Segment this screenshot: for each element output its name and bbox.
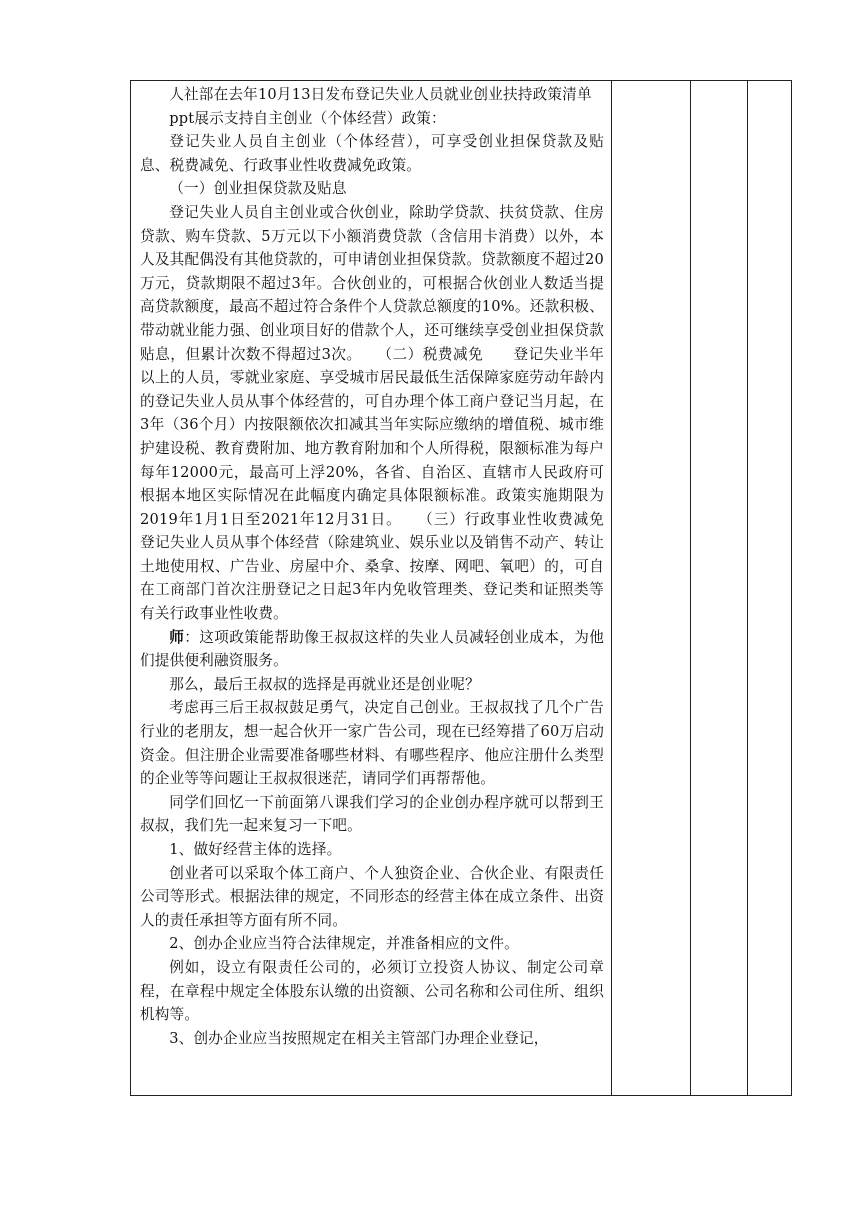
- paragraph: 创业者可以采取个体工商户、个人独资企业、合伙企业、有限责任公司等形式。根据法律的规定，不同形态的经营主体在成立条件、出资人的责任承担等方面有所不同。: [140, 864, 604, 929]
- paragraph: 那么，最后王叔叔的选择是再就业还是创业呢？: [169, 675, 480, 693]
- paragraph: 登记失业人员自主创业或合伙创业，除助学贷款、扶贫贷款、住房贷款、购车贷款、5万元以下小额消费贷款（含信用卡消费）以外，本人及其配偶没有其他贷款的，可申请创业担保贷款。贷款额度不超过20万元，贷款期限不超过3年。合伙创业的，可根据合伙创业人数适当提高贷款额度，最高不超过符合条件个人贷款总额度的10%。还款积极、带动就业能力强、创业项目好的借款个人，还可继续享受创业担保贷款贴息，但累计次数不得超过3次。 （二）税费减免 登记失业半年以上的人员，零就业家庭、享受城市居民最低生活保障家庭劳动年龄内的登记失业人员从事个体经营的，可自办理个体工商户登记当月起，在3年（36个月）内按限额依次扣减其当年实际应缴纳的增值税、城市维护建设税、教育费附加、地方教育附加和个人所得税，限额标准为每户每年12000元，最高可上浮20%，各省、自治区、直辖市人民政府可根据本地区实际情况在此幅度内确定具体限额标准。政策实施期限为2019年1月1日至2021年12月31日。 （三）行政事业性收费减免 登记失业人员从事个体经营（除建筑业、娱乐业以及销售不动产、转让土地使用权、广告业、房屋中介、桑拿、按摩、网吧、氧吧）的，可自在工商部门首次注册登记之日起3年内免收管理类、登记类和证照类等有关行政事业性收费。: [140, 203, 634, 623]
- paragraph: ppt展示支持自主创业（个体经营）政策：: [169, 109, 446, 127]
- paragraph: 例如，设立有限责任公司的，必须订立投资人协议、制定公司章程，在章程中规定全体股东认缴的出资额、公司名称和公司住所、组织机构等。: [140, 958, 604, 1024]
- section-heading: （一）创业担保贷款及贴息: [169, 180, 347, 198]
- content-cell: [131, 81, 634, 1096]
- numbered-step: 2、创办企业应当符合法律规定，并准备相应的文件。: [169, 935, 519, 953]
- lesson-content: [131, 81, 634, 1050]
- empty-cell: [748, 81, 792, 1096]
- lesson-table: [130, 80, 792, 1096]
- teacher-label: 师: [169, 628, 185, 646]
- teacher-paragraph: [140, 626, 604, 673]
- numbered-step: 3、创办企业应当按照规定在相关主管部门办理企业登记，: [169, 1029, 549, 1047]
- empty-cell: [612, 81, 691, 1096]
- paragraph: 登记失业人员自主创业（个体经营），可享受创业担保贷款及贴息、税费减免、行政事业性收费减免政策。: [140, 133, 604, 174]
- paragraph: 同学们回忆一下前面第八课我们学习的企业创办程序就可以帮到王叔叔，我们先一起来复习一下吧。: [140, 793, 604, 835]
- paragraph: 人社部在去年10月13日发布登记失业人员就业创业扶持政策清单: [169, 86, 592, 103]
- empty-cell: [691, 81, 748, 1096]
- paragraph: 考虑再三后王叔叔鼓足勇气，决定自己创业。王叔叔找了几个广告行业的老朋友，想一起合伙开一家广告公司，现在已经筹措了60万启动资金。但注册企业需要准备哪些材料、有哪些程序、他应注册什么类型的企业等等问题让王叔叔很迷茫，请同学们再帮帮他。: [140, 699, 604, 788]
- teacher-text: ：这项政策能帮助像王叔叔这样的失业人员减轻创业成本，为他们提供便利融资服务。: [140, 628, 605, 670]
- table-row: [131, 81, 792, 1096]
- numbered-step: 1、做好经营主体的选择。: [169, 841, 342, 858]
